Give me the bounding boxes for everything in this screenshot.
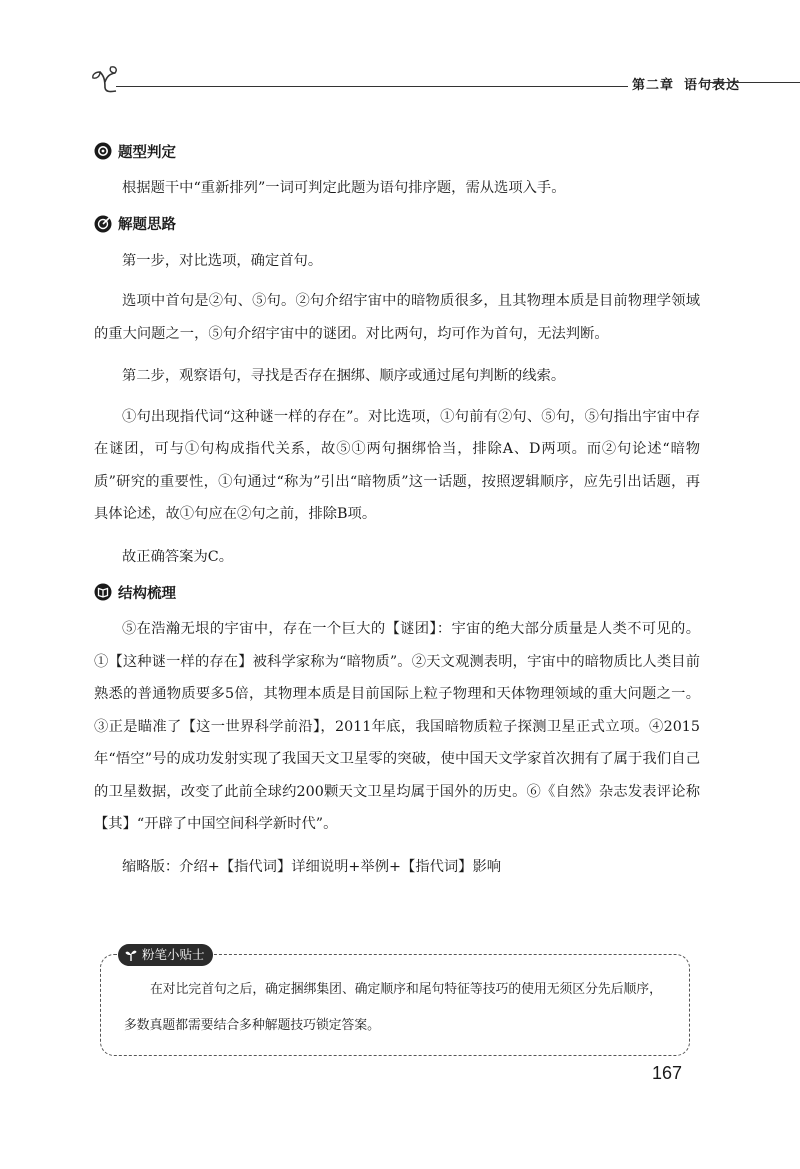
- tip-text: 在对比完首句之后，确定捆绑集团、确定顺序和尾句特征等技巧的使用无须区分先后顺序，多数真题都需要结合多种解题技巧锁定答案。: [124, 982, 662, 1033]
- header-rule-right: [702, 82, 800, 83]
- section-heading-approach: [94, 213, 700, 235]
- main-content: [94, 140, 700, 893]
- sprout-icon: [124, 948, 138, 962]
- tip-label-badge: [118, 944, 213, 966]
- paragraph: 根据题干中“重新排列”一词可判定此题为语句排序题，需从选项入手。: [122, 180, 566, 196]
- section-heading-type-judgment: [94, 140, 700, 162]
- leaf-icon: [88, 62, 122, 96]
- paragraph: 故正确答案为C。: [122, 548, 234, 565]
- summary-line: 缩略版：介绍+【指代词】详细说明+举例+【指代词】影响: [122, 858, 502, 875]
- paragraph: 第二步，观察语句，寻找是否存在捆绑、顺序或通过尾句判断的线索。: [122, 368, 566, 384]
- book-bullet-icon: [94, 583, 112, 601]
- section-heading-text: 结构梳理: [118, 585, 176, 602]
- chapter-label: 第二章: [632, 78, 675, 93]
- section-label: 语句表达: [684, 78, 741, 93]
- chapter-title: [632, 74, 740, 93]
- paragraph: ①句出现指代词“这种谜一样的存在”。对比选项，①句前有②句、⑤句，⑤句指出宇宙中存在谜团，可与①句构成指代关系，故⑤①两句捆绑恰当，排除A、D两项。而②句论述“暗物质”研究的重要性，①句通过“称为”引出“暗物质”这一话题，按照逻辑顺序，应先引出话题，再具体论述，故①句应在②句之前，排除B项。: [94, 408, 700, 522]
- paragraph: 选项中首句是②句、⑤句。②句介绍宇宙中的暗物质很多，且其物理本质是目前物理学领域的重大问题之一，⑤句介绍宇宙中的谜团。对比两句，均可作为首句，无法判断。: [94, 293, 700, 342]
- section-heading-text: 题型判定: [118, 144, 176, 161]
- tip-label: 粉笔小贴士: [142, 947, 205, 962]
- section-heading-text: 解题思路: [118, 217, 176, 233]
- paragraph: 第一步，对比选项，确定首句。: [122, 252, 323, 269]
- page-number: 167: [652, 1063, 683, 1083]
- running-header: [88, 62, 741, 102]
- paragraph: ⑤在浩瀚无垠的宇宙中，存在一个巨大的【谜团】：宇宙的绝大部分质量是人类不可见的。①【这种谜一样的存在】被科学家称为“暗物质”。②天文观测表明，宇宙中的暗物质比人类目前熟悉的普通物质要多5倍，其物理本质是目前国际上粒子物理和天体物理领域的重大问题之一。③正是瞄准了【这一世界科学前沿】，2011年底，我国暗物质粒子探测卫星正式立项。④2015年“悟空”号的成功发射实现了我国天文卫星零的突破，使中国天文学家首次拥有了属于我们自己的卫星数据，改变了此前全球约200颗天文卫星均属于国外的历史。⑥《自然》杂志发表评论称【其】“开辟了中国空间科学新时代”。: [94, 621, 700, 832]
- section-heading-structure: [94, 581, 700, 603]
- gear-bullet-icon: [94, 142, 112, 160]
- header-rule: [116, 86, 628, 87]
- target-bullet-icon: [94, 215, 112, 233]
